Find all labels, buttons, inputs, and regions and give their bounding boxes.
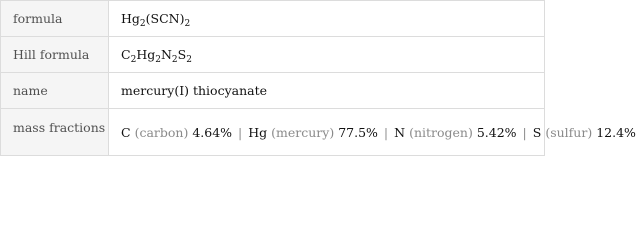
formula-label: formula: [1, 1, 109, 37]
formula-part: Hg: [121, 11, 140, 26]
element-percent: 5.42%: [476, 124, 517, 140]
hill-formula-row: [1, 37, 545, 73]
formula-part: N: [160, 47, 172, 62]
hill-formula-value: [109, 37, 545, 73]
formula-part: C: [121, 47, 131, 62]
formula-subscript: 2: [186, 55, 192, 65]
separator: |: [522, 124, 527, 140]
mass-fractions-label: mass fractions: [1, 109, 109, 156]
formula-subscript: 2: [155, 55, 161, 65]
name-value: mercury(I) thiocyanate: [109, 73, 545, 109]
element-name: (sulfur): [545, 124, 593, 140]
mass-fractions-value: [109, 109, 636, 156]
mass-fraction-nitrogen: [394, 125, 473, 140]
element-symbol: S: [532, 124, 542, 140]
separator: |: [383, 124, 389, 140]
formula-subscript: 2: [130, 55, 137, 65]
element-symbol: N: [394, 124, 406, 140]
name-label: name: [1, 73, 109, 109]
mass-fraction-sulfur: [533, 125, 636, 140]
name-row: [1, 73, 545, 109]
mass-fractions-row: [1, 109, 545, 156]
formula-subscript: 2: [139, 19, 146, 29]
formula-subscript: 2: [184, 19, 191, 29]
element-name: (carbon): [134, 124, 189, 140]
formula-value: [109, 1, 545, 37]
mass-fraction-carbon: [121, 125, 232, 140]
element-percent: 12.4%: [596, 124, 636, 140]
formula-part: (SCN): [145, 11, 185, 26]
formula-row: [1, 1, 545, 37]
element-symbol: C: [121, 124, 131, 140]
element-symbol: Hg: [248, 124, 268, 140]
element-percent: 77.5%: [338, 124, 378, 140]
formula-part: S: [177, 47, 187, 62]
mass-fraction-mercury: [248, 125, 378, 140]
separator: |: [238, 124, 243, 140]
element-name: (mercury): [271, 124, 335, 140]
hill-formula-label: Hill formula: [1, 37, 109, 73]
element-percent: 4.64%: [192, 124, 233, 140]
element-name: (nitrogen): [409, 124, 473, 140]
formula-part: Hg: [136, 47, 156, 62]
formula-subscript: 2: [171, 55, 178, 65]
